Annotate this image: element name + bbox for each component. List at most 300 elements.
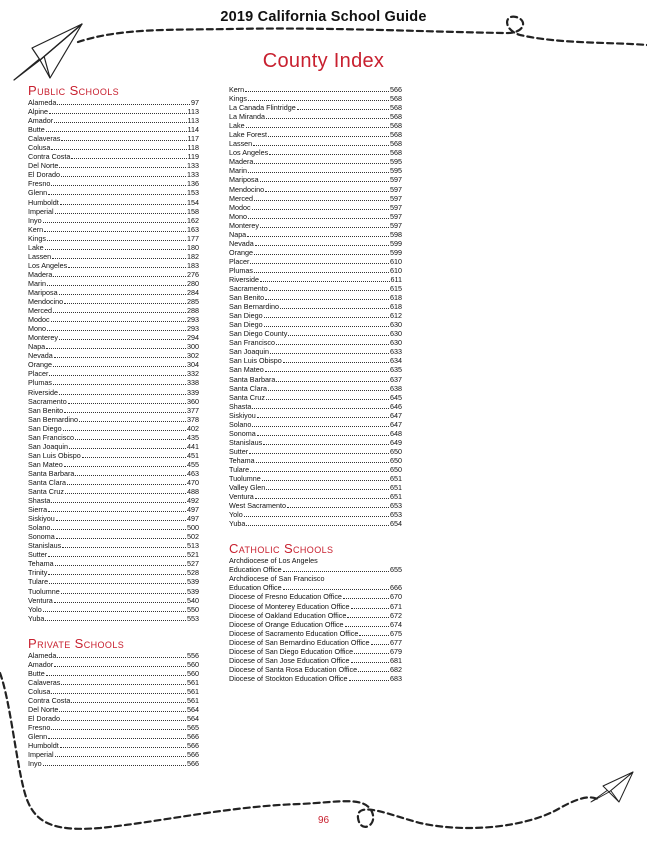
county-name: Tuolumne [28, 586, 60, 596]
index-entry [28, 559, 199, 568]
private-schools-list-continued [229, 85, 402, 528]
dot-leader [47, 234, 186, 241]
dot-leader [53, 270, 186, 277]
dot-leader [59, 161, 186, 168]
page-ref: 599 [390, 247, 402, 257]
index-entry [229, 284, 402, 293]
dot-leader [71, 696, 186, 703]
page-ref: 650 [390, 455, 402, 465]
page-ref: 539 [187, 586, 199, 596]
county-name: Tulare [229, 464, 250, 474]
page-ref: 683 [390, 673, 402, 683]
dot-leader [266, 112, 389, 119]
index-entry [28, 687, 199, 696]
county-name: Mariposa [28, 287, 58, 297]
index-entry [28, 351, 199, 360]
county-name: Colusa [28, 686, 51, 696]
page-ref: 118 [187, 143, 199, 153]
index-entry [28, 577, 199, 586]
county-name: Diocese of San Jose Education Office [229, 655, 350, 665]
index-entry [229, 592, 402, 601]
dot-leader [52, 252, 186, 259]
dot-leader [71, 152, 186, 159]
page-ref: 339 [187, 387, 199, 397]
index-entry [28, 324, 199, 333]
index-entry [28, 505, 199, 514]
index-entry [229, 356, 402, 365]
dot-leader [47, 324, 186, 331]
index-entry [28, 651, 199, 660]
county-name: Alpine [28, 107, 48, 117]
index-entry [229, 420, 402, 429]
county-name: Del Norte [28, 705, 59, 714]
page-ref: 610 [390, 256, 402, 266]
index-entry [28, 596, 199, 605]
index-entry [28, 297, 199, 306]
dot-leader [64, 297, 186, 304]
county-name: West Sacramento [229, 501, 286, 511]
county-name: Kern [229, 85, 245, 94]
index-entry [229, 393, 402, 402]
dot-leader [54, 596, 186, 603]
county-name: San Benito [229, 293, 265, 303]
county-name: Merced [28, 306, 52, 316]
county-name: Modoc [28, 315, 50, 325]
county-name: San Joaquin [229, 347, 269, 357]
county-name: Glenn [28, 732, 48, 742]
dot-leader [262, 474, 389, 481]
dot-leader [358, 665, 389, 672]
dot-leader [61, 714, 186, 721]
dot-leader [280, 302, 389, 309]
dot-leader [55, 559, 186, 566]
county-name: Yuba [229, 519, 246, 529]
page-ref: 158 [187, 206, 199, 216]
page-ref: 597 [390, 184, 402, 194]
page-ref: 162 [187, 215, 199, 225]
page-ref: 113 [187, 107, 199, 117]
dot-leader [283, 565, 389, 572]
index-entry [28, 424, 199, 433]
county-name: Inyo [28, 215, 42, 225]
page-ref: 677 [390, 637, 402, 647]
index-entry [28, 442, 199, 451]
index-entry [229, 148, 402, 157]
index-entry [28, 360, 199, 369]
index-entry [229, 130, 402, 139]
page-number: 96 [317, 815, 330, 826]
index-entry [28, 234, 199, 243]
catholic-schools-list [229, 556, 402, 683]
index-entry [229, 212, 402, 221]
dot-leader [250, 257, 389, 264]
page-ref: 597 [390, 220, 402, 230]
page-ref: 649 [390, 437, 402, 447]
page-ref: 332 [187, 369, 199, 379]
index-entry [28, 98, 199, 107]
county-name: Mono [229, 211, 247, 221]
county-name: Diocese of San Diego Education Office [229, 646, 354, 656]
county-name: Riverside [28, 387, 58, 397]
index-entry [28, 225, 199, 234]
page-ref: 183 [187, 260, 199, 270]
county-name: Santa Clara [229, 383, 267, 393]
public-schools-heading: Public Schools [28, 83, 120, 98]
county-name: Napa [229, 229, 247, 239]
index-entry [28, 179, 199, 188]
dot-leader [48, 188, 186, 195]
county-name: Ventura [28, 595, 53, 605]
dot-leader [260, 221, 389, 228]
county-name: San Bernardino [229, 302, 279, 312]
index-entry [229, 602, 402, 611]
dot-leader [49, 107, 187, 114]
county-name: Santa Barbara [229, 374, 276, 384]
page-ref: 597 [390, 202, 402, 212]
page-ref: 528 [187, 568, 199, 578]
dot-leader [256, 456, 389, 463]
county-name: Fresno [28, 723, 51, 733]
index-entry [28, 333, 199, 342]
index-entry [229, 266, 402, 275]
page-ref: 338 [187, 378, 199, 388]
page-ref: 463 [187, 468, 199, 478]
dot-leader [55, 750, 186, 757]
dot-leader [43, 605, 186, 612]
index-entry [28, 243, 199, 252]
index-entry [28, 705, 199, 714]
county-name: Marin [229, 166, 247, 176]
dot-leader [371, 638, 389, 645]
county-name: La Canada Flintridge [229, 103, 296, 113]
dot-leader [61, 678, 186, 685]
county-name: Imperial [28, 206, 54, 216]
index-entry [229, 185, 402, 194]
dot-leader [48, 505, 186, 512]
page-ref: 679 [390, 646, 402, 656]
dot-leader [46, 125, 187, 132]
dot-leader [254, 248, 389, 255]
index-entry [28, 514, 199, 523]
dot-leader [51, 179, 186, 186]
page-ref: 564 [187, 705, 199, 714]
page-ref: 119 [187, 152, 199, 162]
dot-leader [347, 611, 389, 618]
page-ref: 502 [187, 532, 199, 542]
county-name: Amador [28, 116, 54, 126]
dot-leader [266, 483, 389, 490]
county-name: Siskiyou [229, 410, 256, 420]
page-ref: 455 [187, 459, 199, 469]
index-entry [229, 221, 402, 230]
index-entry [229, 465, 402, 474]
dot-leader [43, 216, 186, 223]
county-name: Shasta [229, 401, 252, 411]
county-name: Archdiocese of Los Angeles [229, 556, 318, 566]
page-ref: 114 [187, 125, 199, 135]
county-name: Diocese of Fresno Education Office [229, 592, 342, 602]
page-ref: 360 [187, 396, 199, 406]
county-name: Plumas [229, 265, 253, 275]
index-entry [229, 203, 402, 212]
county-name: Placer [28, 369, 49, 379]
county-name: Contra Costa [28, 152, 71, 162]
page-ref: 285 [187, 297, 199, 307]
index-entry [229, 438, 402, 447]
county-name: Tehama [229, 455, 255, 465]
dot-leader [260, 175, 389, 182]
index-entry [28, 270, 199, 279]
county-name: Lassen [229, 139, 253, 149]
county-name: Humboldt [28, 197, 59, 207]
page-ref: 635 [390, 365, 402, 375]
county-name: Yolo [28, 604, 42, 614]
page-ref: 470 [187, 477, 199, 487]
county-name: San Diego [229, 320, 263, 330]
page-ref: 133 [187, 161, 199, 171]
dot-leader [49, 577, 186, 584]
index-entry [28, 532, 199, 541]
index-entry [229, 166, 402, 175]
dot-leader [244, 510, 389, 517]
dot-leader [65, 487, 186, 494]
index-entry [28, 134, 199, 143]
county-name: Inyo [28, 759, 42, 769]
county-name: Yolo [229, 510, 243, 520]
index-entry [28, 161, 199, 170]
page-ref: 566 [187, 759, 199, 769]
index-entry [28, 143, 199, 152]
page-ref: 377 [187, 405, 199, 415]
dot-leader [254, 157, 389, 164]
index-entry [28, 568, 199, 577]
page-ref: 182 [187, 251, 199, 261]
county-name: El Dorado [28, 714, 60, 724]
dot-leader [61, 587, 186, 594]
county-name: Tulare [28, 577, 49, 587]
county-name: Los Angeles [28, 260, 68, 270]
page-ref: 599 [390, 238, 402, 248]
dot-leader [51, 723, 186, 730]
county-name: Sonoma [229, 428, 256, 438]
page-ref: 630 [390, 320, 402, 330]
page-ref: 561 [187, 677, 199, 687]
index-entry [229, 194, 402, 203]
dot-leader [255, 492, 389, 499]
dot-leader [48, 568, 186, 575]
county-name: San Bernardino [28, 414, 78, 424]
index-entry [229, 112, 402, 121]
index-entry [28, 288, 199, 297]
index-entry [28, 261, 199, 270]
index-entry [229, 638, 402, 647]
dot-leader [349, 674, 389, 681]
index-entry [229, 320, 402, 329]
dot-leader [43, 759, 186, 766]
index-entry [229, 647, 402, 656]
dot-leader [48, 550, 186, 557]
index-entry [229, 574, 402, 583]
dot-leader [54, 660, 186, 667]
dot-leader [359, 629, 389, 636]
county-name: Santa Clara [28, 477, 66, 487]
dot-leader [68, 261, 186, 268]
county-name: Nevada [28, 351, 53, 361]
page-ref: 595 [390, 157, 402, 167]
dot-leader [64, 406, 186, 413]
county-name: San Luis Obispo [28, 450, 81, 460]
page-ref: 539 [187, 577, 199, 587]
page-ref: 497 [187, 514, 199, 524]
index-entry [229, 629, 402, 638]
page-ref: 560 [187, 668, 199, 678]
dot-leader [250, 465, 389, 472]
dot-leader [51, 496, 186, 503]
county-name: San Diego [229, 311, 263, 321]
index-entry [229, 230, 402, 239]
page-ref: 556 [187, 650, 199, 660]
county-name: Calaveras [28, 134, 61, 144]
dot-leader [59, 388, 186, 395]
paper-plane-icon [10, 20, 86, 84]
index-entry [28, 669, 199, 678]
county-name: Imperial [28, 750, 54, 760]
county-name: Santa Barbara [28, 468, 75, 478]
page-ref: 655 [390, 565, 402, 575]
index-entry [28, 369, 199, 378]
page-ref: 441 [187, 441, 199, 451]
page-ref: 647 [390, 410, 402, 420]
county-name: San Mateo [229, 365, 264, 375]
index-entry [28, 388, 199, 397]
index-entry [229, 556, 402, 565]
index-entry [28, 605, 199, 614]
page-ref: 682 [390, 664, 402, 674]
county-name: Madera [229, 157, 254, 167]
dot-leader [248, 94, 389, 101]
county-name: San Diego [28, 423, 62, 433]
dot-leader [265, 365, 389, 372]
county-name: Diocese of Monterey Education Office [229, 601, 350, 611]
county-name: Los Angeles [229, 148, 269, 158]
page-ref: 634 [390, 356, 402, 366]
page-ref: 113 [187, 116, 199, 126]
county-name: Humboldt [28, 741, 59, 751]
county-name: San Diego County [229, 329, 288, 339]
county-name: Mariposa [229, 175, 259, 185]
dot-leader [56, 514, 186, 521]
dot-leader [51, 523, 186, 530]
index-entry [28, 252, 199, 261]
dot-leader [56, 532, 186, 539]
index-entry [28, 678, 199, 687]
page-ref: 648 [390, 428, 402, 438]
page-ref: 288 [187, 306, 199, 316]
county-name: Alameda [28, 650, 57, 660]
dot-leader [264, 311, 389, 318]
index-entry [28, 125, 199, 134]
index-entry [229, 447, 402, 456]
dot-leader [254, 194, 389, 201]
right-column [229, 85, 402, 683]
county-name: El Dorado [28, 170, 60, 180]
page-ref: 304 [187, 360, 199, 370]
index-entry [28, 759, 199, 768]
page-ref: 136 [187, 179, 199, 189]
county-name: San Francisco [229, 338, 275, 348]
page-ref: 597 [390, 193, 402, 203]
dot-leader [54, 116, 186, 123]
county-name: Mendocino [229, 184, 265, 194]
index-entry [229, 248, 402, 257]
dot-leader [288, 329, 389, 336]
page-ref: 630 [390, 329, 402, 339]
page-ref: 597 [390, 175, 402, 185]
index-entry [28, 541, 199, 550]
county-name: Contra Costa [28, 695, 71, 705]
county-name: Orange [229, 247, 253, 257]
page-ref: 670 [390, 592, 402, 602]
county-name: Mendocino [28, 297, 64, 307]
page-ref: 540 [187, 595, 199, 605]
dot-leader [249, 447, 389, 454]
index-entry [28, 170, 199, 179]
index-entry [229, 384, 402, 393]
index-entry [229, 85, 402, 94]
paper-plane-icon [589, 770, 635, 806]
page-ref: 293 [187, 315, 199, 325]
page-ref: 638 [390, 383, 402, 393]
dot-leader [268, 130, 389, 137]
county-name: Tehama [28, 559, 54, 569]
index-entry [28, 207, 199, 216]
county-name: Amador [28, 659, 54, 669]
dot-leader [297, 103, 389, 110]
dot-leader [57, 651, 186, 658]
index-entry [229, 121, 402, 130]
page-ref: 651 [390, 492, 402, 502]
county-name: Napa [28, 342, 46, 352]
page-ref: 566 [187, 750, 199, 760]
index-entry [229, 620, 402, 629]
dot-leader [46, 669, 186, 676]
guide-title: 2019 California School Guide [220, 9, 427, 25]
index-entry [28, 732, 199, 741]
page-ref: 666 [390, 583, 402, 593]
page-ref: 492 [187, 496, 199, 506]
dot-leader [276, 338, 389, 345]
county-name: Diocese of Orange Education Office [229, 619, 344, 629]
private-schools-heading: Private Schools [28, 635, 125, 651]
page-ref: 560 [187, 659, 199, 669]
page-ref: 513 [187, 541, 199, 551]
index-entry [28, 306, 199, 315]
index-entry [229, 329, 402, 338]
dot-leader [283, 583, 389, 590]
dot-leader [270, 347, 389, 354]
page-ref: 612 [390, 311, 402, 321]
index-entry [229, 338, 402, 347]
page-ref: 177 [187, 233, 199, 243]
dot-leader [75, 433, 186, 440]
dot-leader [75, 469, 186, 476]
page-ref: 117 [187, 134, 199, 144]
county-name: Education Office [229, 565, 282, 575]
index-entry [28, 397, 199, 406]
index-entry [229, 474, 402, 483]
page-ref: 568 [390, 139, 402, 149]
page-ref: 180 [187, 242, 199, 252]
